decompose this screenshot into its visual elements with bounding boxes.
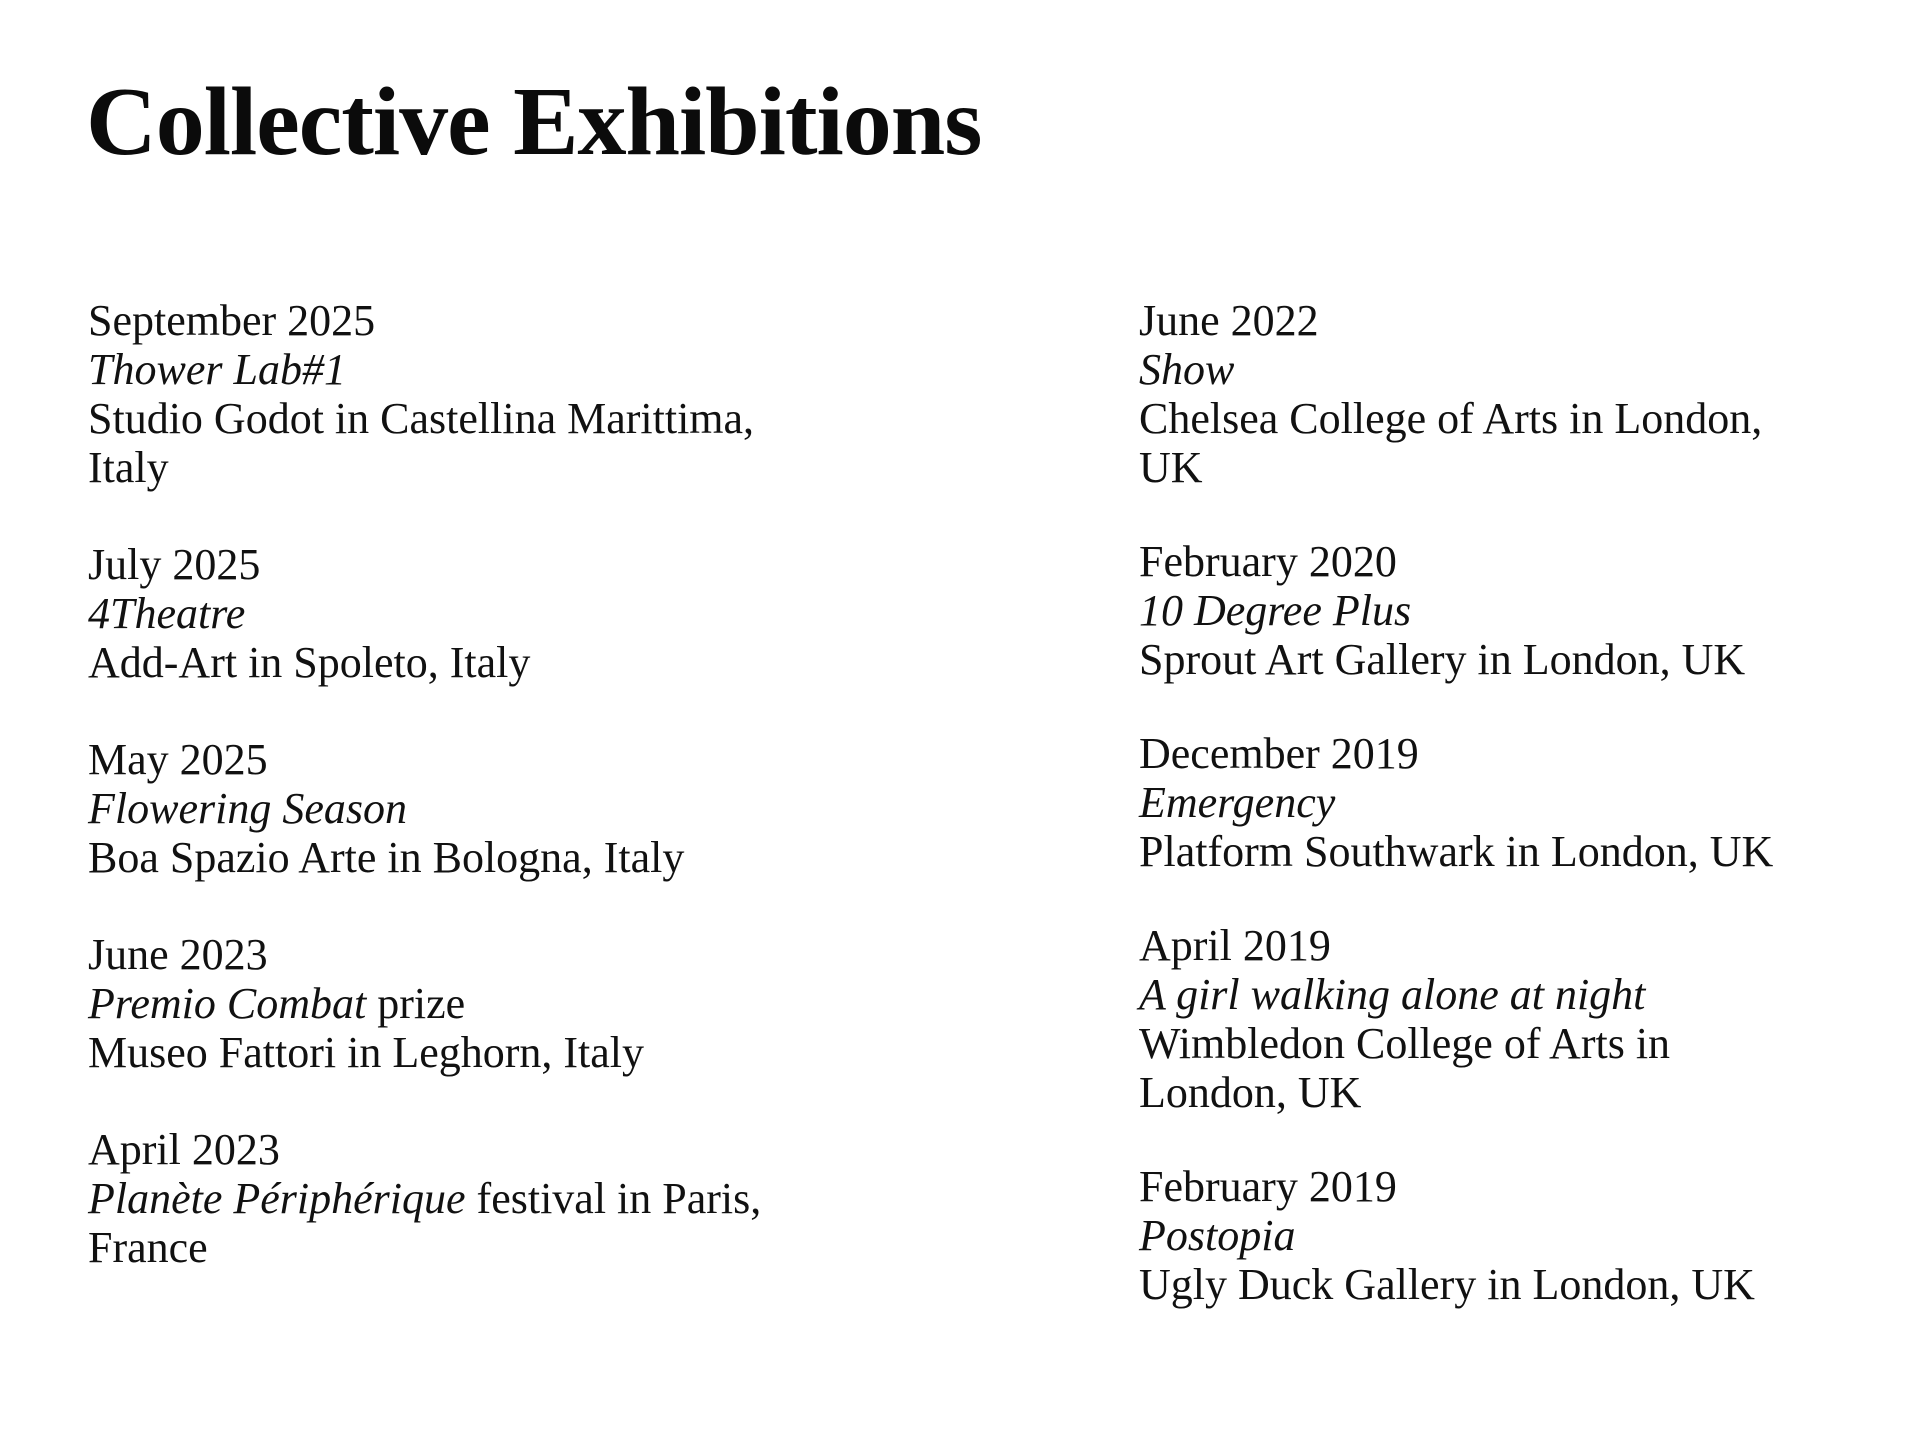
exhibition-venue: Sprout Art Gallery in London, UK <box>1139 635 1746 684</box>
exhibition-date: September 2025 <box>88 296 376 345</box>
exhibition-entry <box>1139 1162 1879 1309</box>
page-title: Collective Exhibitions <box>86 68 982 176</box>
exhibition-venue: UK <box>1139 443 1203 492</box>
exhibition-title-line <box>1139 1211 1879 1260</box>
exhibition-title-line <box>88 784 858 833</box>
exhibition-date: July 2025 <box>88 540 261 589</box>
exhibition-title: A girl walking alone at night <box>1139 970 1646 1019</box>
exhibition-venue: Italy <box>88 443 169 492</box>
exhibition-venue: Boa Spazio Arte in Bologna, Italy <box>88 833 685 882</box>
exhibition-venue: France <box>88 1223 208 1272</box>
exhibition-date: April 2019 <box>1139 921 1331 970</box>
exhibition-venue: Platform Southwark in London, UK <box>1139 827 1774 876</box>
exhibition-title: Show <box>1139 345 1235 394</box>
exhibition-date: April 2023 <box>88 1125 280 1174</box>
exhibition-venue: Wimbledon College of Arts in <box>1139 1019 1671 1068</box>
exhibition-entry <box>1139 537 1879 684</box>
exhibition-title-line <box>1139 345 1879 394</box>
exhibition-title-line <box>88 1174 858 1223</box>
exhibition-title: 10 Degree Plus <box>1139 586 1412 635</box>
exhibition-entry <box>1139 296 1879 492</box>
exhibition-title-suffix: festival in Paris, <box>465 1174 762 1223</box>
exhibition-entry <box>1139 921 1879 1117</box>
exhibition-entry <box>88 296 858 492</box>
exhibition-title: Emergency <box>1139 778 1336 827</box>
exhibition-title: Premio Combat <box>88 979 367 1028</box>
exhibition-entry <box>1139 729 1879 876</box>
exhibition-date: February 2020 <box>1139 537 1397 586</box>
exhibition-entry <box>88 735 858 882</box>
exhibition-title: Postopia <box>1139 1211 1296 1260</box>
exhibition-title-line <box>88 979 858 1028</box>
exhibition-venue: London, UK <box>1139 1068 1362 1117</box>
exhibition-title-line <box>88 589 858 638</box>
exhibition-entry <box>88 1125 858 1272</box>
exhibition-title-line <box>1139 778 1879 827</box>
exhibition-venue: Museo Fattori in Leghorn, Italy <box>88 1028 645 1077</box>
exhibition-venue: Add-Art in Spoleto, Italy <box>88 638 531 687</box>
exhibition-title-line <box>1139 970 1879 1019</box>
exhibitions-left-column <box>88 296 858 1320</box>
exhibition-venue: Ugly Duck Gallery in London, UK <box>1139 1260 1755 1309</box>
exhibition-date: May 2025 <box>88 735 268 784</box>
exhibitions-right-column <box>1139 296 1879 1354</box>
exhibition-title: 4Theatre <box>88 589 246 638</box>
exhibition-date: February 2019 <box>1139 1162 1397 1211</box>
exhibition-title: Thower Lab#1 <box>88 345 346 394</box>
exhibition-title: Flowering Season <box>88 784 407 833</box>
exhibition-title-suffix: prize <box>366 979 466 1028</box>
exhibition-date: June 2023 <box>88 930 268 979</box>
exhibition-venue: Chelsea College of Arts in London, <box>1139 394 1763 443</box>
exhibition-title-line <box>88 345 858 394</box>
exhibition-entry <box>88 540 858 687</box>
exhibition-title-line <box>1139 586 1879 635</box>
exhibition-venue: Studio Godot in Castellina Marittima, <box>88 394 755 443</box>
exhibition-title: Planète Périphérique <box>88 1174 466 1223</box>
exhibition-date: June 2022 <box>1139 296 1319 345</box>
exhibition-date: December 2019 <box>1139 729 1419 778</box>
exhibition-entry <box>88 930 858 1077</box>
